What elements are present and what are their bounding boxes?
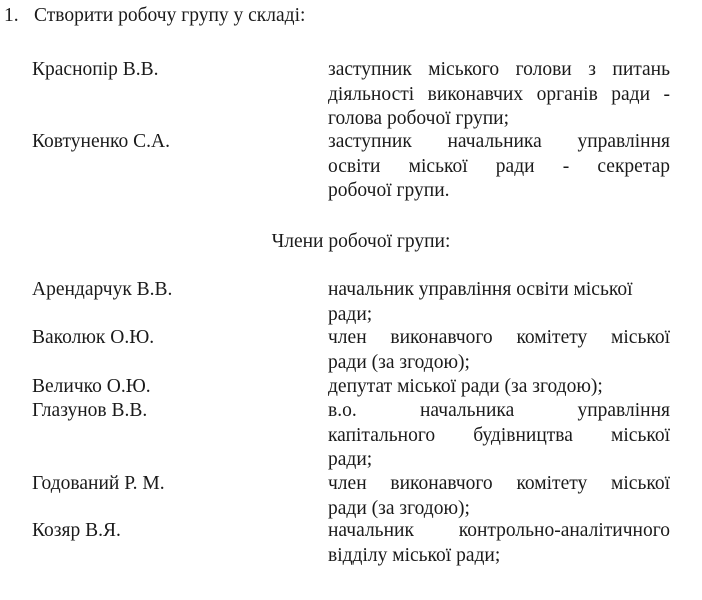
role-line: ради (за згодою); bbox=[328, 351, 470, 373]
person-name: Величко О.Ю. bbox=[32, 376, 151, 397]
role-line: ради (за згодою); bbox=[328, 497, 470, 519]
person-role bbox=[328, 278, 670, 327]
person-name: Арендарчук В.В. bbox=[32, 279, 173, 300]
role-line: член виконавчого комітету міської bbox=[328, 473, 670, 494]
person-role bbox=[328, 130, 670, 204]
role-line: заступник міського голови з питань bbox=[328, 59, 670, 80]
person-name: Козяр В.Я. bbox=[32, 520, 121, 541]
role-line: діяльності виконавчих органів ради - bbox=[328, 83, 670, 105]
role-line: капітального будівництва міської bbox=[328, 424, 670, 446]
person-name: Годований Р. М. bbox=[32, 473, 165, 494]
role-line: голова робочої групи; bbox=[328, 108, 510, 129]
role-line: член виконавчого комітету міської bbox=[328, 327, 670, 348]
person-name: Глазунов В.В. bbox=[32, 400, 148, 421]
members-heading: Члени робочої групи: bbox=[271, 231, 451, 252]
person-name: Ваколюк О.Ю. bbox=[32, 327, 155, 348]
person-role bbox=[328, 472, 670, 521]
person-role bbox=[328, 326, 670, 375]
person-name: Краснопір В.В. bbox=[32, 59, 159, 80]
role-line: освіти міської ради - секретар bbox=[328, 155, 670, 177]
role-line: відділу міської ради; bbox=[328, 544, 501, 566]
role-line: ради; bbox=[328, 449, 373, 470]
person-role bbox=[328, 58, 670, 132]
section-heading bbox=[4, 4, 305, 28]
role-line: в.о. начальника управління bbox=[328, 400, 670, 421]
role-line: робочої групи. bbox=[328, 180, 450, 201]
person-role bbox=[328, 399, 670, 473]
role-line: начальник контрольно-аналітичного bbox=[328, 520, 670, 541]
person-name: Ковтуненко С.А. bbox=[32, 131, 170, 152]
person-role bbox=[328, 519, 670, 568]
role-line: депутат міської ради (за згодою); bbox=[328, 376, 603, 397]
role-line: заступник начальника управління bbox=[328, 131, 670, 152]
role-line: ради; bbox=[328, 303, 373, 325]
section-number: 1. bbox=[4, 5, 19, 26]
role-line: начальник управління освіти міської bbox=[328, 279, 633, 300]
section-title: Створити робочу групу у складі: bbox=[34, 5, 306, 26]
person-role bbox=[328, 375, 670, 400]
